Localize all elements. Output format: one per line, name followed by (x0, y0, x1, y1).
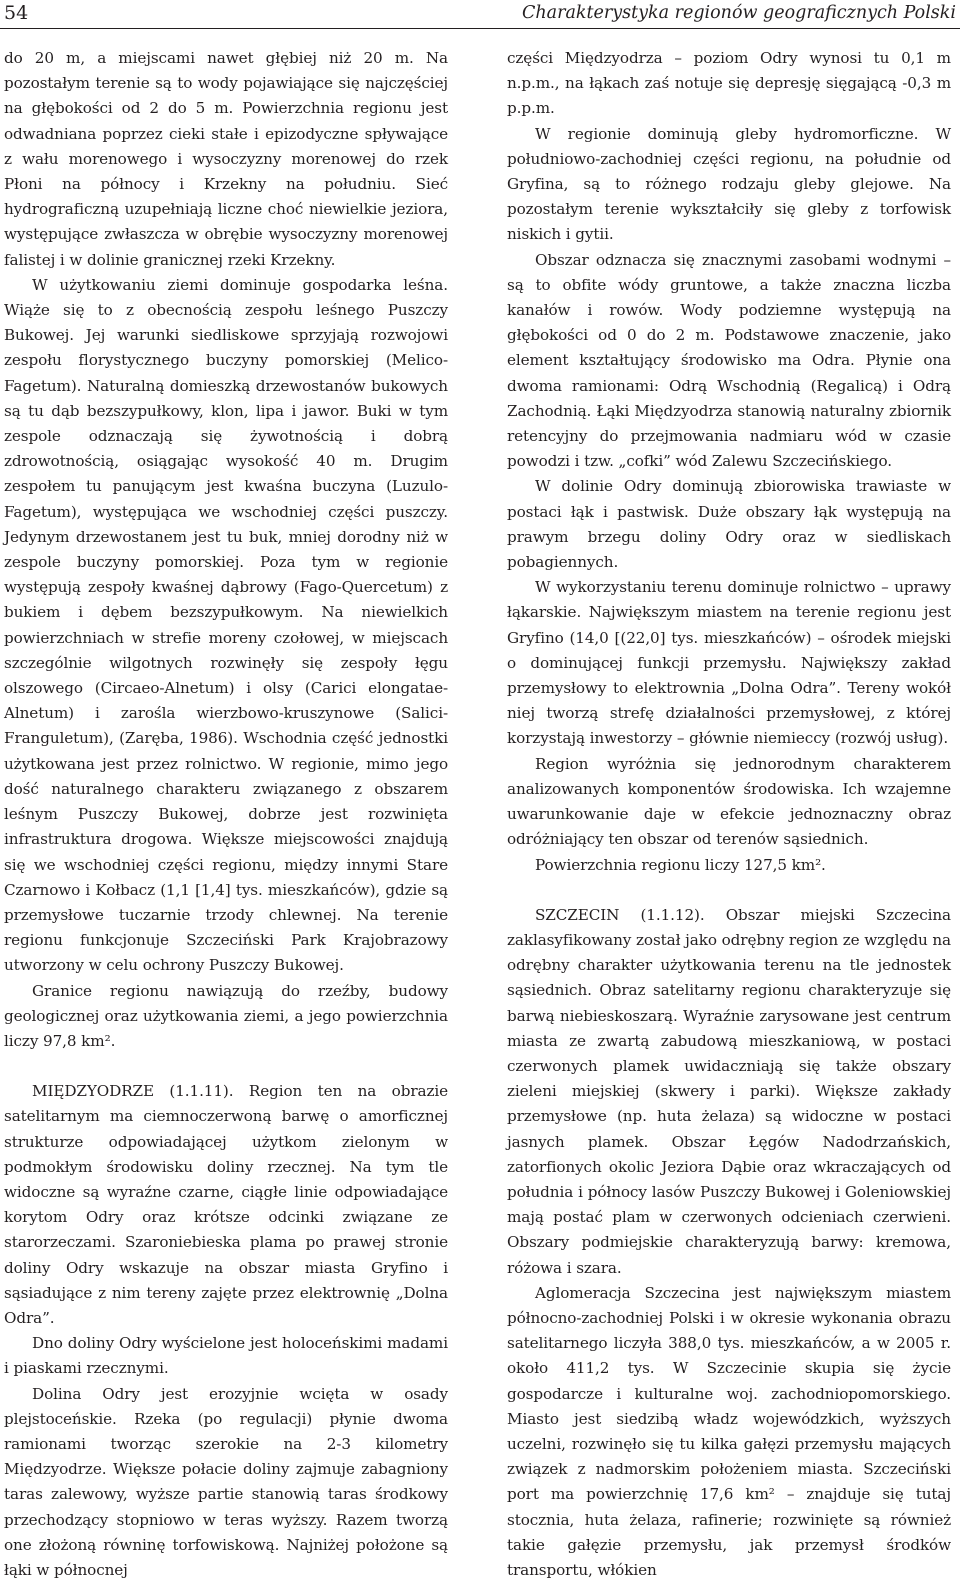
paragraph: do 20 m, a miejscami nawet głębiej niż 20 m. Na pozostałym terenie są to wody pojawiające się najczęściej na głębokości od 2 do 5 m. Powierzchnia regionu jest odwadniana poprzez cieki stałe i epizodyczne spływające z wału morenowego i wysoczyzny morenowej do rzek Płoni na północy i Krzekny na południu. Sieć hydrograficzną uzupełniają liczne choć niewielkie jeziora, występujące zwłaszcza w obrębie wysoczyzny morenowej falistej i w dolinie granicznej rzeki Krzekny. (4, 49, 448, 269)
page-header (0, 0, 960, 28)
paragraph: Granice regionu nawiązują do rzeźby, budowy geologicznej oraz użytkowania ziemi, a jego powierzchnia liczy 97,8 km². (4, 981, 448, 1050)
paragraph: Dno doliny Odry wyścielone jest holoceńskimi madami i piaskami rzecznymi. (4, 1334, 448, 1378)
paragraph: Dolina Odry jest erozyjnie wcięta w osady plejstoceńskie. Rzeka (po regulacji) płynie dwoma ramionami tworząc szerokie na 2-3 kilometry Międzyodrze. Większe połacie doliny zajmuje zabagniony taras zalewowy, wyższe partie stanowią taras środkowy przechodzący stopniowo w teras wyższy. Razem tworzą one złożoną równinę torfowiskową. Najniżej położone są łąki w północnej (4, 1384, 448, 1579)
paragraph: W regionie dominują gleby hydromorficzne. W południowo-zachodniej części regionu, na południe od Gryfina, są to różnego rodzaju gleby glejowe. Na pozostałym terenie wykształciły się gleby z torfowisk niskich i gytii. (507, 124, 951, 244)
paragraph: W dolinie Odry dominują zbiorowiska trawiaste w postaci łąk i pastwisk. Duże obszary łąk występują na prawym brzegu doliny Odry oraz w siedliskach pobagiennych. (507, 477, 951, 572)
running-title: Charakterystyka regionów geograficznych Polski (521, 3, 956, 23)
paragraph: Region wyróżnia się jednorodnym charakterem analizowanych komponentów środowiska. Ich wzajemne uwarunkowanie daje w efekcie jednoznaczny obraz odróżniający ten obszar od terenów sąsiednich. (507, 754, 951, 849)
paragraph: W użytkowaniu ziemi dominuje gospodarka leśna. Wiąże się to z obecnością zespołu leśnego Puszczy Bukowej. Jej warunki siedliskowe sprzyjają rozwojowi zespołu florystycznego buczyny pomorskiej (Melico-Fagetum). Naturalną domieszką drzewostanów bukowych są tu dąb bezszypułkowy, klon, lipa i jawor. Buki w tym zespole odznaczają się żywotnością i dobrą zdrowotnością, osiągając wysokość 40 m. Drugim zespołem tu panującym jest kwaśna buczyna (Luzulo-Fagetum), występująca we wschodniej części puszczy. Jedynym drzewostanem jest tu buk, mniej dorodny niż w zespole buczyny pomorskiej. Poza tym w regionie występują zespoły kwaśnej dąbrowy (Fago-Quercetum) z bukiem i dębem bezszypułkowym. Na niewielkich powierzchniach w strefie moreny czołowej, w miejscach szczególnie wilgotnych rozwinęły się zespoły łęgu olszowego (Circaeo-Alnetum) i olsy (Carici elongatae-Alnetum) i zarośla wierzbowo-kruszynowe (Salici-Franguletum), (Zaręba, 1986). Wschodnia część jednostki użytkowana jest przez rolnictwo. W regionie, mimo jego dość naturalnego charakteru związanego z obszarem leśnym Puszczy Bukowej, dobrze jest rozwinięta infrastruktura drogowa. Większe miejscowości znajdują się we wschodniej części regionu, między innymi Stare Czarnowo i Kołbacz (1,1 [1,4] tys. mieszkańców), gdzie są przemysłowe tuczarnie trzody chlewnej. Na terenie regionu funkcjonuje Szczeciński Park Krajobrazowy utworzony w celu ochrony Puszczy Bukowej. (4, 275, 448, 975)
paragraph: części Międzyodrza – poziom Odry wynosi tu 0,1 m n.p.m., na łąkach zaś notuje się depresję sięgającą -0,3 m p.p.m. (507, 49, 951, 118)
paragraph: Obszar odznacza się znacznymi zasobami wodnymi – są to obfite wódy gruntowe, a także znaczna liczba kanałów i rowów. Wody podziemne występują na głębokości od 0 do 2 m. Podstawowe znaczenie, jako element kształtujący środowisko ma Odra. Płynie ona dwoma ramionami: Odrą Wschodnią (Regalicą) i Odrą Zachodnią. Łąki Międzyodrza stanowią naturalny zbiornik retencyjny do przejmowania nadmiaru wód w czasie powodzi i tzw. „cofki” wód Zalewu Szczecińskiego. (507, 250, 951, 471)
paragraph: Powierzchnia regionu liczy 127,5 km². (535, 855, 826, 874)
section-paragraph-szczecin: SZCZECIN (1.1.12). Obszar miejski Szczecina zaklasyfikowany został jako odrębny region ze względu na odrębny charakter użytkowania terenu na tle jednostek sąsiednich. Obraz satelitarny regionu charakteryzuje się barwą niebieskoszarą. Wyraźnie zarysowane jest centrum miasta ze zwartą zabudową mieszkaniową, w postaci czerwonych plamek uwidaczniają się także obszary zieleni miejskiej (skwery i parki). Większe zakłady przemysłowe (np. huta żelaza) są widoczne w postaci jasnych plamek. Obszar Łęgów Nadodrzańskich, zatorfionych okolic Jeziora Dąbie oraz wkraczających od południa i północy lasów Puszczy Bukowej i Goleniowskiej mają postać plam w czerwonych odcieniach czerwieni. Obszary podmiejskie charakteryzują barwy: kremowa, różowa i szara. (507, 905, 951, 1277)
paragraph: W wykorzystaniu terenu dominuje rolnictwo – uprawy łąkarskie. Największym miastem na terenie regionu jest Gryfino (14,0 [(22,0] tys. mieszkańców) – ośrodek miejski o dominującej funkcji przemysłu. Największy zakład przemysłowy to elektrownia „Dolna Odra”. Tereny wokół niej tworzą strefę działalności przemysłowej, z której korzystają inwestorzy – głównie niemieccy (rozwój usług). (507, 578, 951, 748)
page-number: 54 (4, 2, 29, 24)
section-paragraph-miedzyodrze: MIĘDZYODRZE (1.1.11). Region ten na obrazie satelitarnym ma ciemnoczerwoną barwę o amorficznej strukturze odpowiadającej użytkom zielonym w podmokłym środowisku doliny rzecznej. Na tym tle widoczne są wyraźne czarne, ciągłe linie odpowiadające korytom Odry oraz krótsze odcinki związane ze starorzeczami. Szaroniebieska plama po prawej stronie doliny Odry wskazuje na obszar miasta Gryfino i sąsiadujące z nim tereny zajęte przez elektrownię „Dolna Odra”. (4, 1082, 448, 1327)
left-column (4, 46, 448, 1583)
paragraph: Aglomeracja Szczecina jest największym miastem północno-zachodniej Polski i w okresie wykonania obrazu satelitarnego liczyła 388,0 tys. mieszkańców, a w 2005 r. około 411,2 tys. W Szczecinie skupia się życie gospodarcze i kulturalne woj. zachodniopomorskiego. Miasto jest siedzibą władz wojewódzkich, wyższych uczelni, rozwinęło się tu kilka gałęzi przemysłu mających związek z nadmorskim położeniem miasta. Szczeciński port ma powierzchnię 17,6 km² – znajduje się tutaj stocznia, huta żelaza, rafinerie; rozwinięte są również takie gałęzie przemysłu, jak przemysł środków transportu, włókien (507, 1283, 951, 1579)
right-column (507, 46, 951, 1583)
header-rule (0, 28, 960, 29)
